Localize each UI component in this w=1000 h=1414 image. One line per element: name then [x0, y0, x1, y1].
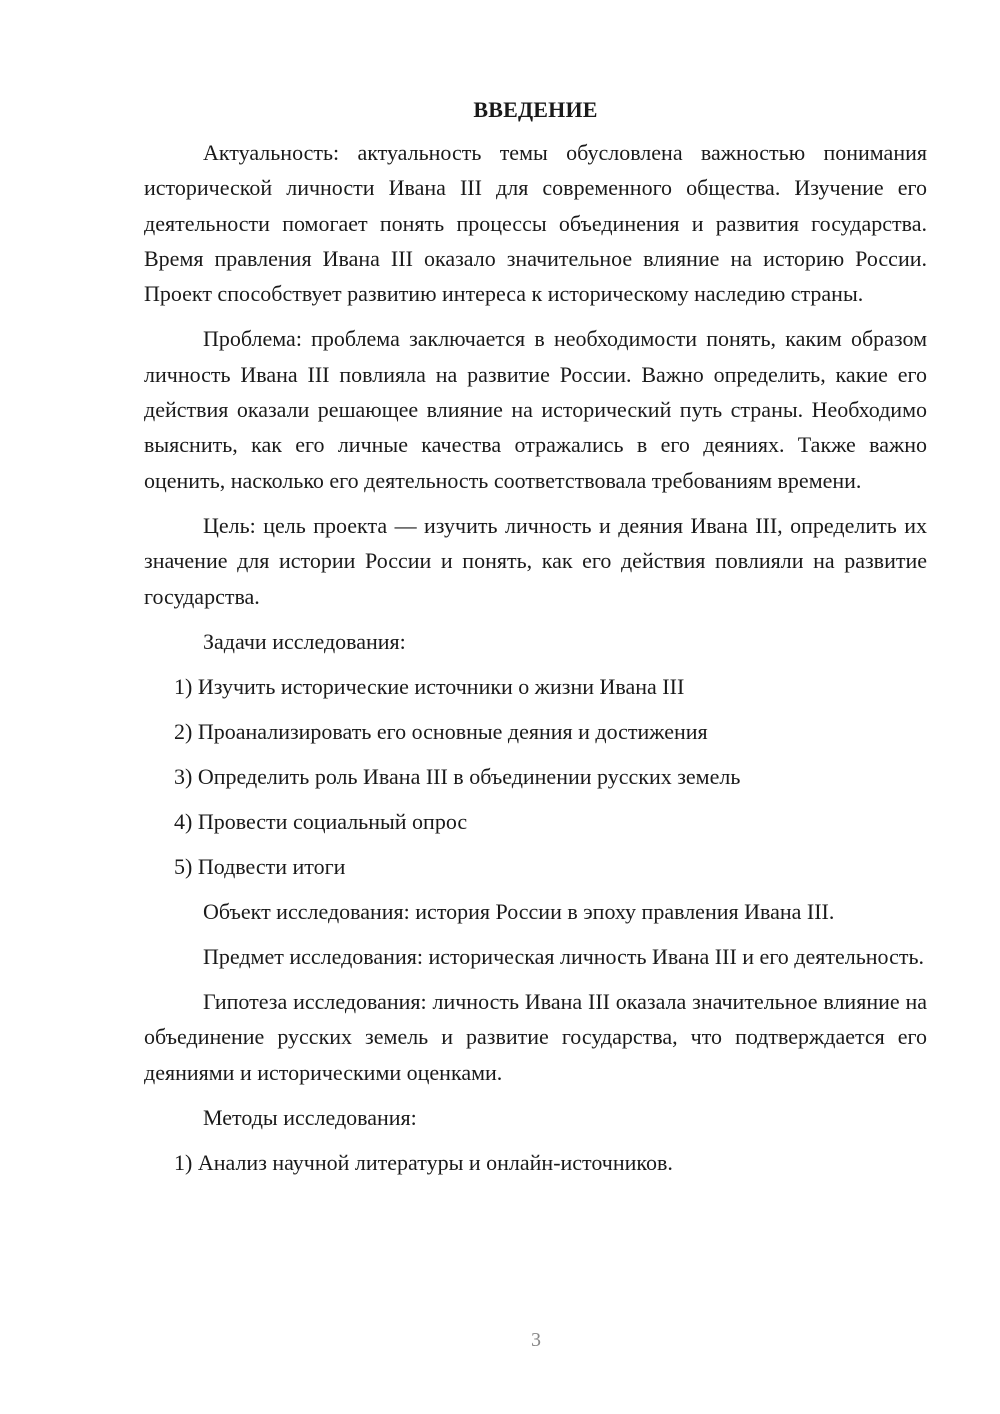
paragraph-goal: Цель: цель проекта — изучить личность и деяния Ивана III, определить их значение для истории России и понять, как его действия повлияли на развитие государства.: [144, 512, 927, 609]
document-page: [144, 92, 927, 1190]
task-item: 4) Провести социальный опрос: [174, 808, 468, 834]
paragraph-problem: Проблема: проблема заключается в необходимости понять, каким образом личность Ивана III повлияла на развитие России. Важно определить, какие его действия оказали решающее влияние на исторический путь страны. Необходимо выяснить, как его личные качества отражались в его деяниях. Также важно оценить, насколько его деятельность соответствовала требованиям времени.: [144, 326, 927, 493]
research-subject: Предмет исследования: историческая личность Ивана III и его деятельность.: [203, 943, 924, 969]
research-object: Объект исследования: история России в эпоху правления Ивана III.: [203, 898, 835, 924]
section-heading: ВВЕДЕНИЕ: [473, 97, 598, 122]
page-number: 3: [531, 1329, 541, 1351]
task-item: 3) Определить роль Ивана III в объединении русских земель: [174, 763, 741, 789]
methods-list: [144, 1145, 927, 1180]
tasks-title: Задачи исследования:: [203, 628, 406, 654]
tasks-list: [144, 669, 927, 884]
paragraph-relevance: Актуальность: актуальность темы обусловлена важностью понимания исторической личности Ивана III для современного общества. Изучение его деятельности помогает понять процессы объединения и развития государства. Время правления Ивана III оказало значительное влияние на историю России. Проект способствует развитию интереса к историческому наследию страны.: [144, 140, 927, 307]
task-item: 1) Изучить исторические источники о жизни Ивана III: [174, 673, 685, 699]
task-item: 2) Проанализировать его основные деяния и достижения: [174, 718, 708, 744]
method-item: 1) Анализ научной литературы и онлайн-источников.: [174, 1150, 673, 1176]
task-item: 5) Подвести итоги: [174, 853, 346, 879]
methods-title: Методы исследования:: [203, 1105, 417, 1131]
research-hypothesis: Гипотеза исследования: личность Ивана III оказала значительное влияние на объединение русских земель и развитие государства, что подтверждается его деяниями и историческими оценками.: [144, 989, 927, 1085]
